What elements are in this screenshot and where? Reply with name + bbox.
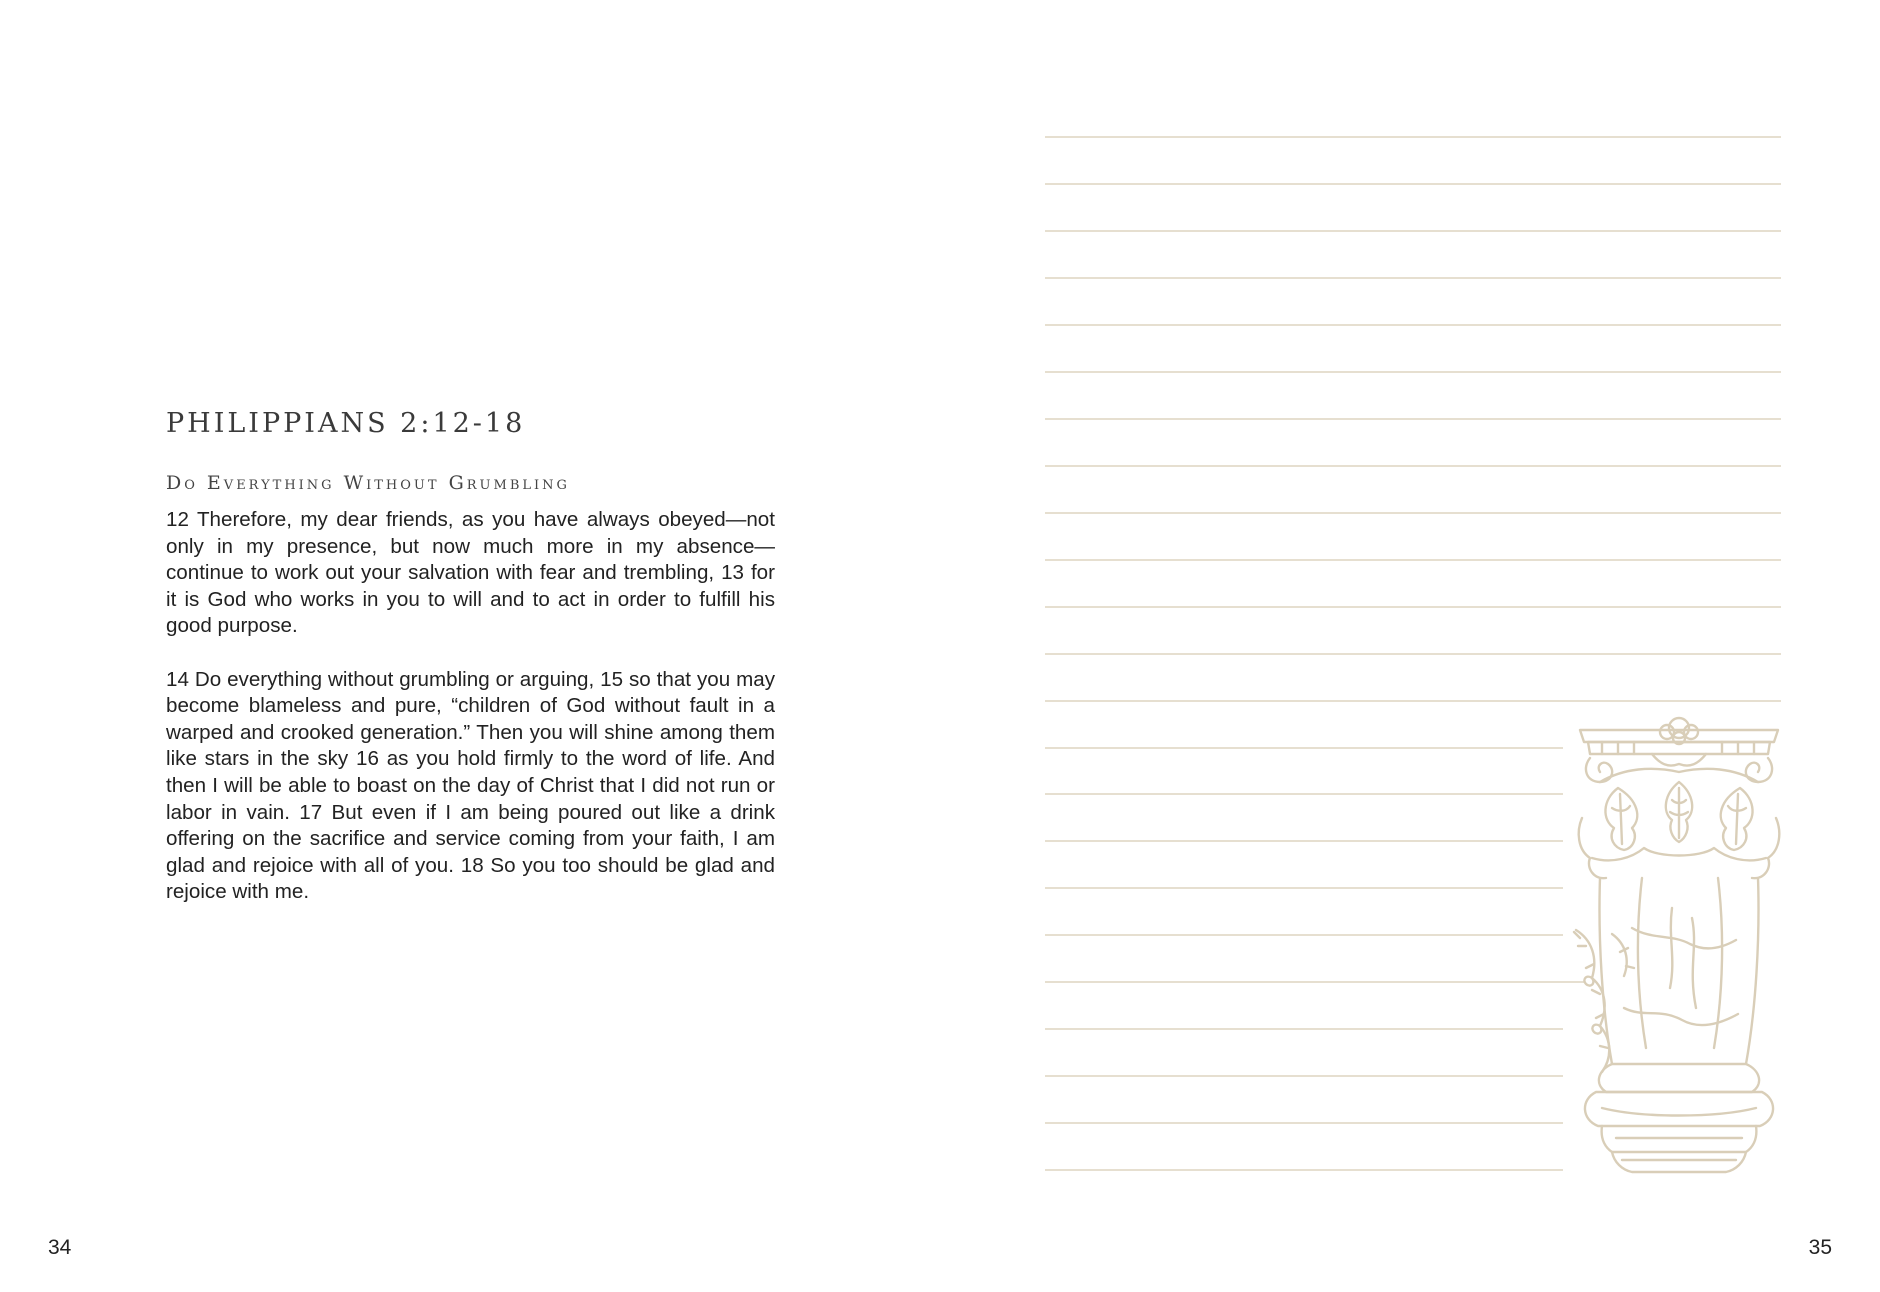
ruled-line xyxy=(1045,277,1781,279)
ruled-line xyxy=(1045,183,1781,185)
passage-title: PHILIPPIANS 2:12-18 xyxy=(166,408,526,439)
ruled-line xyxy=(1045,934,1563,936)
ruled-line xyxy=(1045,1075,1563,1077)
ruled-line xyxy=(1045,981,1585,983)
ruled-line xyxy=(1045,793,1563,795)
ruled-line xyxy=(1045,465,1781,467)
ruled-line xyxy=(1045,559,1781,561)
column-illustration xyxy=(1572,708,1786,1174)
ruled-line xyxy=(1045,1169,1563,1171)
ruled-line xyxy=(1045,606,1781,608)
ruled-line xyxy=(1045,747,1563,749)
section-heading: Do Everything Without Grumbling xyxy=(166,472,570,494)
page-number-right: 35 xyxy=(1808,1236,1832,1259)
ruled-line xyxy=(1045,887,1563,889)
ruled-line xyxy=(1045,1122,1563,1124)
ruled-line xyxy=(1045,371,1781,373)
scripture-paragraph: 14 Do everything without grumbling or arguing, 15 so that you may become blameless and pure, “children of God without fault in a warped and crooked generation.” Then you will shine among them like stars in the sky 16 as you hold firmly to the word of life. And then I will be able to boast on the day of Christ that I did not run or labor in vain. 17 But even if I am being poured out like a drink offering on the sacrifice and service coming from your faith, I am glad and rejoice with all of you. 18 So you too should be glad and rejoice with me. xyxy=(166,667,775,904)
ruled-line xyxy=(1045,653,1781,655)
ruled-line xyxy=(1045,512,1781,514)
ruled-line xyxy=(1045,230,1781,232)
ruled-line xyxy=(1045,136,1781,138)
ruled-line xyxy=(1045,1028,1563,1030)
scripture-text xyxy=(166,507,775,933)
ruled-line xyxy=(1045,418,1781,420)
ruled-line xyxy=(1045,324,1781,326)
ruled-line xyxy=(1045,840,1563,842)
ruled-line xyxy=(1045,700,1781,702)
page-number-left: 34 xyxy=(48,1236,72,1259)
scripture-paragraph: 12 Therefore, my dear friends, as you have always obeyed—not only in my presence, but now much more in my absence—continue to work out your salvation with fear and trembling, 13 for it is God who works in you to will and to act in order to fulfill his good purpose. xyxy=(166,508,775,638)
